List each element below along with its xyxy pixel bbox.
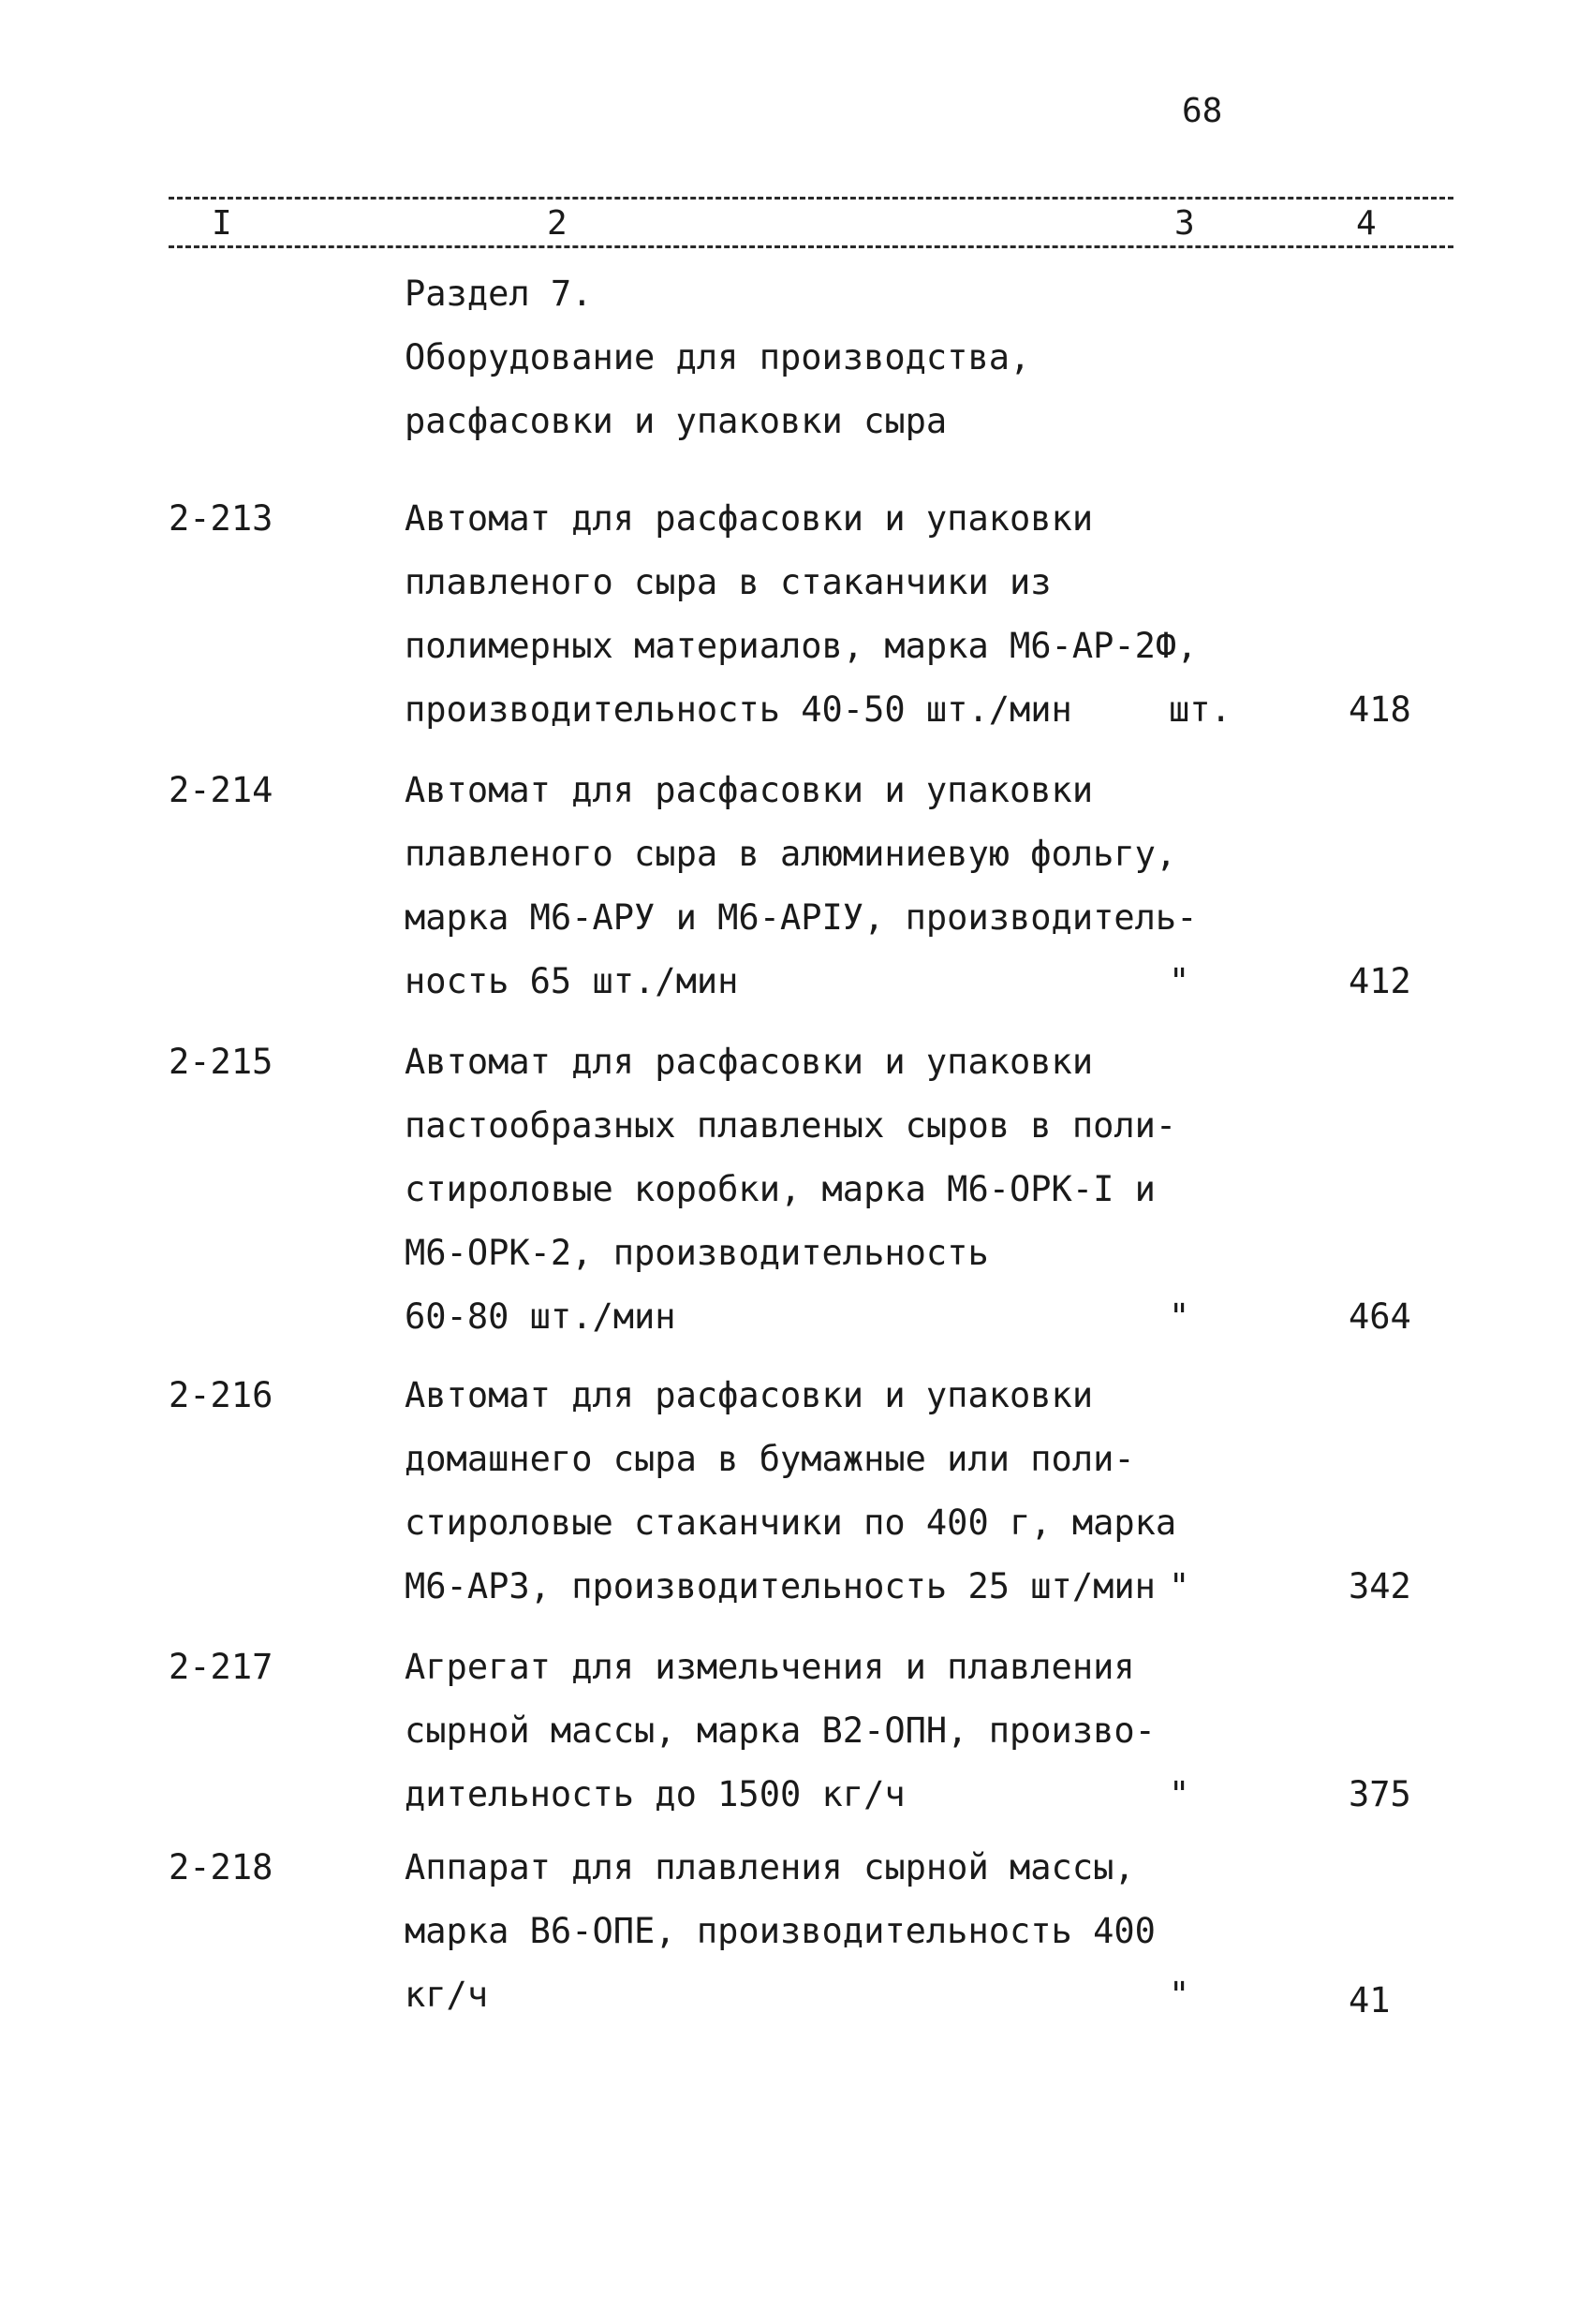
description-line: марка В6-ОПЕ, производительность 400: [405, 1911, 1156, 1951]
item-description: [405, 487, 1197, 742]
description-line: 60-80 шт./мин: [405, 1296, 676, 1337]
item-description: [405, 1364, 1176, 1619]
description-line: производительность 40-50 шт./мин: [405, 689, 1072, 730]
description-line: полимерных материалов, марка М6-АР-2Ф,: [405, 626, 1198, 666]
table-header-top-rule: [169, 197, 1453, 200]
description-line: ность 65 шт./мин: [405, 961, 739, 1001]
column-header-3: 3: [1174, 204, 1195, 243]
description-line: М6-АРЗ, производительность 25 шт/мин: [405, 1566, 1156, 1606]
section-line: расфасовки и упаковки сыра: [405, 401, 948, 441]
item-description: [405, 759, 1197, 1014]
column-header-4: 4: [1356, 204, 1377, 243]
item-unit: ": [1169, 1296, 1190, 1337]
item-unit: ": [1169, 961, 1190, 1001]
item-unit: ": [1169, 1975, 1190, 2015]
item-quantity: 375: [1349, 1774, 1411, 1814]
description-line: плавленого сыра в алюминиевую фольгу,: [405, 834, 1177, 874]
item-code: 2-214: [169, 770, 273, 810]
description-line: Аппарат для плавления сырной массы,: [405, 1847, 1135, 1887]
description-line: пастообразных плавленых сыров в поли-: [405, 1105, 1177, 1146]
description-line: сырной массы, марка В2-ОПН, произво-: [405, 1710, 1156, 1751]
item-code: 2-216: [169, 1375, 273, 1415]
description-line: дительность до 1500 кг/ч: [405, 1774, 906, 1814]
item-description: [405, 1836, 1156, 2027]
item-code: 2-217: [169, 1647, 273, 1687]
item-quantity: 418: [1349, 689, 1411, 730]
item-description: [405, 1030, 1176, 1349]
description-line: домашнего сыра в бумажные или поли-: [405, 1439, 1135, 1479]
description-line: Автомат для расфасовки и упаковки: [405, 498, 1094, 539]
section-title: Раздел 7.: [405, 274, 593, 314]
item-code: 2-213: [169, 498, 273, 539]
item-quantity: 464: [1349, 1296, 1411, 1337]
item-unit: шт.: [1169, 689, 1232, 730]
description-line: Автомат для расфасовки и упаковки: [405, 770, 1094, 810]
description-line: Автомат для расфасовки и упаковки: [405, 1042, 1094, 1082]
description-line: плавленого сыра в стаканчики из: [405, 562, 1052, 602]
column-header-1: I: [212, 204, 232, 243]
item-quantity: 412: [1349, 961, 1411, 1001]
description-line: М6-ОРК-2, производительность: [405, 1233, 989, 1273]
section-line: Оборудование для производства,: [405, 337, 1031, 377]
description-line: стироловые коробки, марка М6-ОРК-I и: [405, 1169, 1156, 1209]
section-heading: [405, 262, 1030, 453]
page-number: 68: [1182, 92, 1223, 130]
item-code: 2-218: [169, 1847, 273, 1887]
item-code: 2-215: [169, 1042, 273, 1082]
table-header-bottom-rule: [169, 245, 1453, 248]
description-line: кг/ч: [405, 1975, 489, 2015]
description-line: Агрегат для измельчения и плавления: [405, 1647, 1135, 1687]
description-line: марка М6-АРУ и М6-АРIУ, производитель-: [405, 897, 1198, 938]
item-quantity: 342: [1349, 1566, 1411, 1606]
column-header-2: 2: [547, 204, 568, 243]
item-quantity: 41: [1349, 1980, 1391, 2021]
item-description: [405, 1636, 1156, 1827]
description-line: Автомат для расфасовки и упаковки: [405, 1375, 1094, 1415]
item-unit: ": [1169, 1566, 1190, 1606]
item-unit: ": [1169, 1774, 1190, 1814]
description-line: стироловые стаканчики по 400 г, марка: [405, 1502, 1177, 1543]
